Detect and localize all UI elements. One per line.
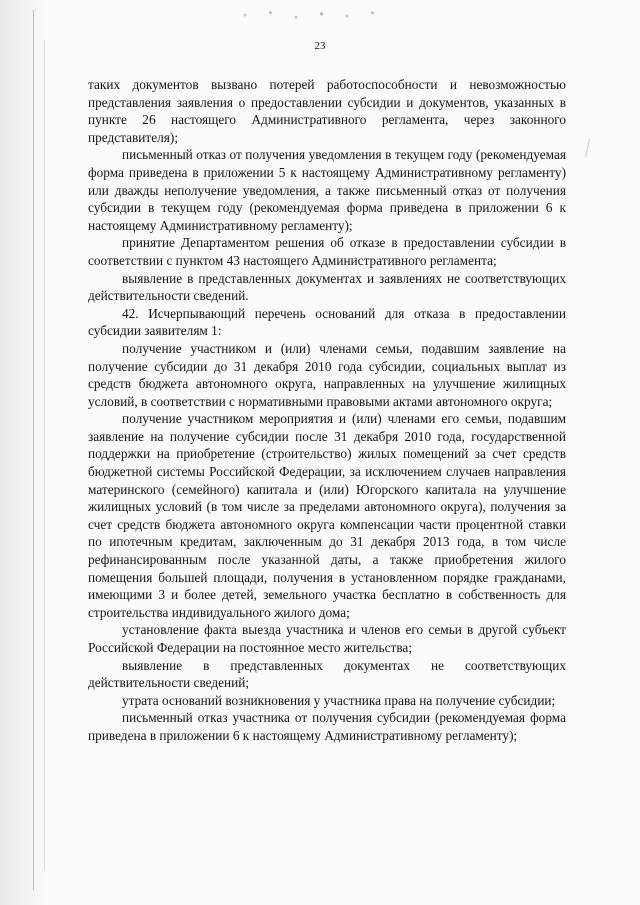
scan-left-edge: [0, 0, 48, 905]
page-number: 23: [314, 40, 326, 52]
paragraph-clause-42: 42. Исчерпывающий перечень оснований для отказа в предоставлении субсидии заявителям 1:: [88, 305, 566, 339]
scan-line: [44, 40, 45, 870]
paragraph-relocation: установление факта выезда участника и членов его семьи в другой субъект Российской Федерации на постоянное место жительства;: [88, 622, 566, 655]
paragraph-written-refusal: письменный отказ участника от получения субсидии (рекомендуемая форма приведена в приложении 6 к настоящему Административному регламенту);: [88, 710, 566, 743]
paragraph-false-info: выявление в представленных документах и заявлениях не соответствующих действительности сведений.: [88, 270, 566, 304]
paragraph-prior-subsidy: получение участником и (или) членами семьи, подавшим заявление на получение субсидии до 31 декабря 2010 года субсидии, социальных выплат из средств бюджета автономного округа, направленных на улучшение жилищных условий, в соответствии с нормативными правовыми актами автономного округа;: [88, 340, 566, 409]
document-body: [88, 76, 566, 745]
paragraph-state-support: получение участником мероприятия и (или) членами его семьи, подавшим заявление на получение субсидии после 31 декабря 2010 года, государственной поддержки на приобретение (строительство) жилых помещений за счет средств бюджетной системы Российской Федерации, за исключением случаев направления материнского (семейного) капитала и (или) Югорского капитала на улучшение жилищных условий (в том числе за пределами автономного округа), получения за счет средств бюджета автономного округа компенсации части процентной ставки по ипотечным кредитам, заключенным до 31 декабря 2013 года, в том числе рефинансированным после указанной даты, а также приобретения жилого помещения большей площади, получения в установленном порядке гражданами, имеющими 3 и более детей, земельного участка бесплатно в собственность для строительства индивидуального жилого дома;: [88, 411, 566, 620]
paragraph-loss-of-grounds: утрата оснований возникновения у участника права на получение субсидии;: [122, 692, 556, 708]
paragraph-department-decision: принятие Департаментом решения об отказе в предоставлении субсидии в соответствии с пунктом 43 настоящего Административного регламента;: [88, 235, 566, 268]
scan-line: [33, 10, 34, 890]
paragraph-refusal-notice: письменный отказ от получения уведомления в текущем году (рекомендуемая форма приведена в приложении 5 к настоящему Административному регламенту) или дважды неполучение уведомления, а также письменный отказ от получения субсидии в текущем году (рекомендуемая форма приведена в приложении 6 к настоящему Административному регламенту);: [88, 147, 566, 233]
scan-noise: [228, 4, 398, 26]
paragraph-continuation: таких документов вызвано потерей работоспособности и невозможностью представления заявления о предоставлении субсидии и документов, указанных в пункте 26 настоящего Административного регламента, через законного представителя);: [88, 77, 566, 145]
paragraph-false-documents: выявление в представленных документах не соответствующих действительности сведений;: [88, 657, 566, 691]
margin-mark: [585, 139, 598, 158]
